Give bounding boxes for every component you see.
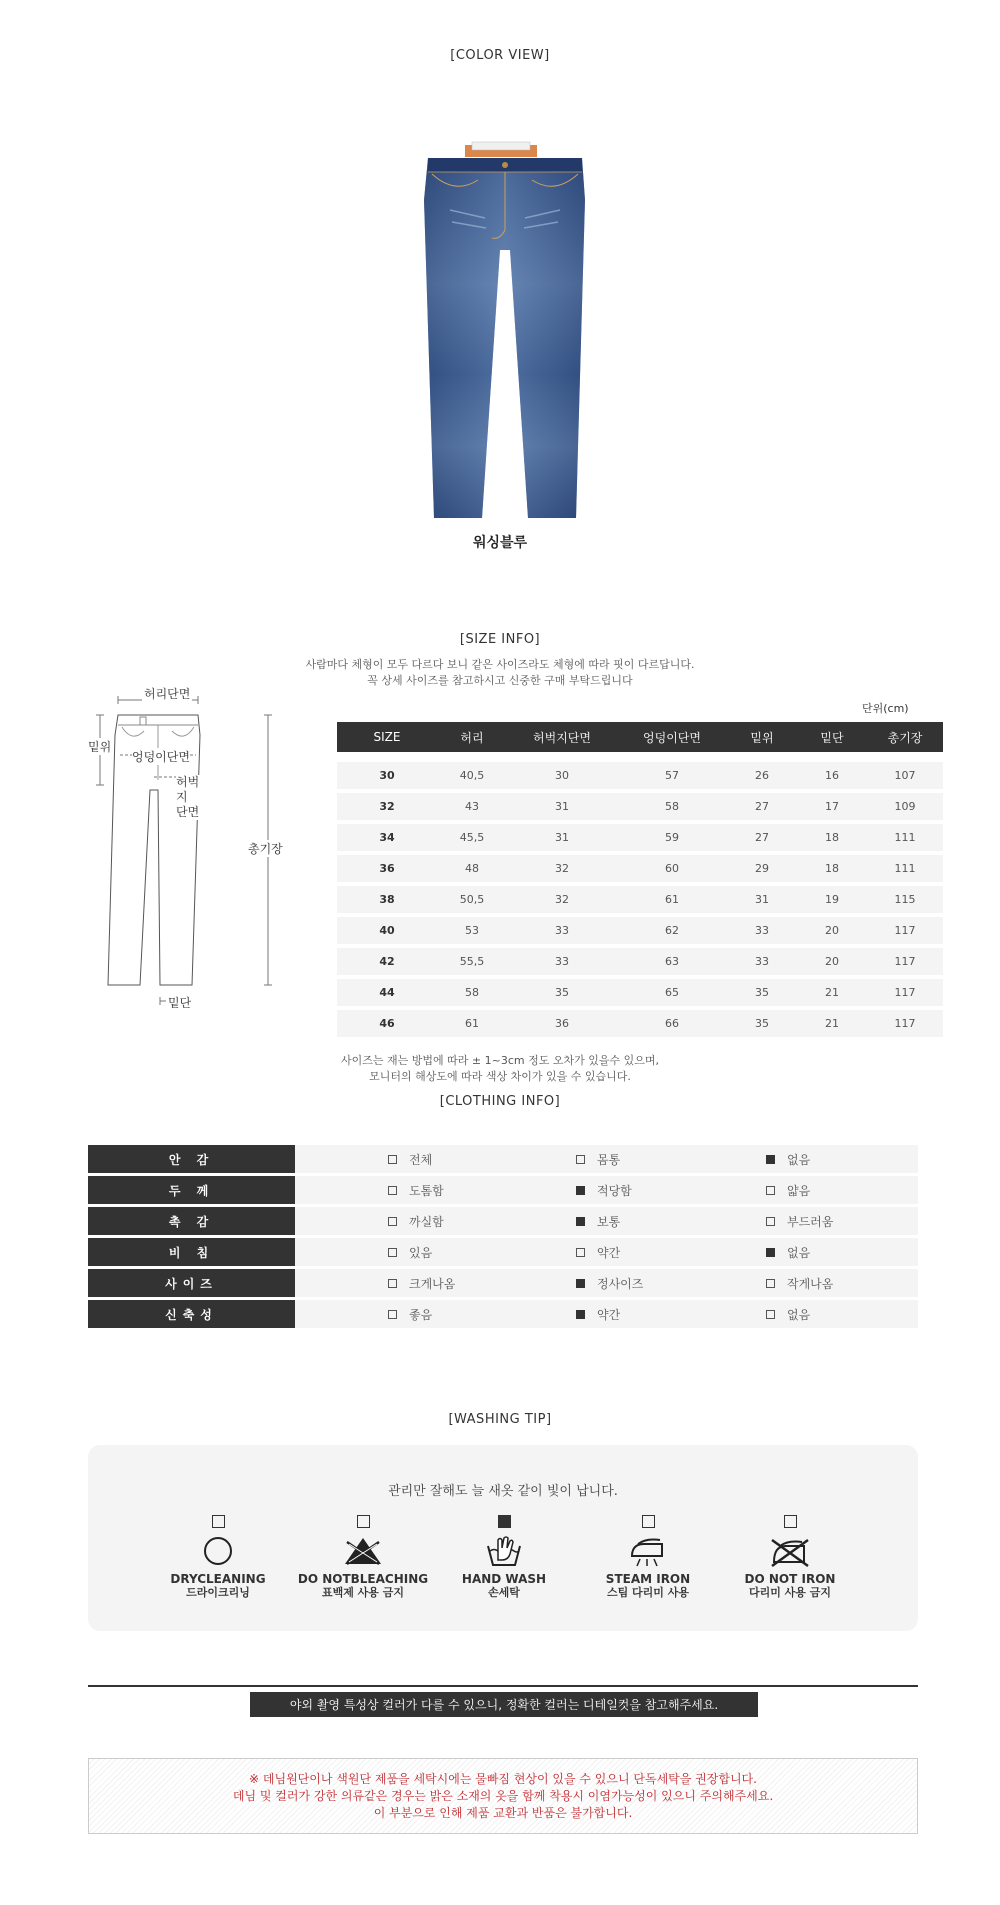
hem-label: 밑단 xyxy=(168,996,192,1010)
table-cell: 20 xyxy=(825,924,839,937)
column-header: 밑단 xyxy=(820,730,844,745)
unchecked-box-icon xyxy=(357,1515,370,1528)
option-text: 얇음 xyxy=(787,1183,811,1198)
size-note-line: 꼭 상세 사이즈를 참고하시고 신중한 구매 부탁드립니다 xyxy=(367,674,633,687)
size-table xyxy=(337,722,943,1037)
table-cell: 115 xyxy=(894,893,916,906)
table-cell: 111 xyxy=(894,862,916,875)
tip-label-ko: 스팀 다리미 사용 xyxy=(606,1586,690,1599)
clothing-info-row xyxy=(88,1176,918,1204)
unchecked-box-icon xyxy=(576,1248,585,1257)
clothing-attribute-label: 촉 감 xyxy=(88,1207,295,1235)
clothing-info-row xyxy=(88,1300,918,1328)
table-row xyxy=(337,886,943,913)
table-cell: 27 xyxy=(755,800,769,813)
column-header: 허벅지단면 xyxy=(533,730,591,745)
table-cell: 117 xyxy=(894,955,916,968)
size-footnote-line: 모니터의 해상도에 따라 색상 차이가 있을 수 있습니다. xyxy=(369,1070,631,1083)
clothing-attribute-label: 안 감 xyxy=(88,1145,295,1173)
table-cell: 57 xyxy=(665,769,679,782)
table-cell: 61 xyxy=(465,1017,479,1030)
column-header: 허리 xyxy=(460,730,484,745)
checked-box-icon xyxy=(498,1515,511,1528)
washing-tip-panel xyxy=(88,1445,918,1631)
table-cell: 66 xyxy=(665,1017,679,1030)
table-cell: 35 xyxy=(555,986,569,999)
table-cell: 62 xyxy=(665,924,679,937)
option-text: 좋음 xyxy=(409,1307,433,1322)
size-cell: 34 xyxy=(379,831,395,844)
checked-box-icon xyxy=(766,1155,775,1164)
table-row xyxy=(337,824,943,851)
clothing-option xyxy=(576,1244,766,1261)
clothing-info-row xyxy=(88,1269,918,1297)
wash-tip-no-iron xyxy=(715,1515,865,1600)
unchecked-box-icon xyxy=(388,1279,397,1288)
clothing-option xyxy=(295,1306,576,1323)
rise-label: 밑위 xyxy=(88,740,112,754)
table-cell: 35 xyxy=(755,986,769,999)
column-header: 엉덩이단면 xyxy=(643,730,701,745)
clothing-info-row xyxy=(88,1238,918,1266)
checked-box-icon xyxy=(576,1186,585,1195)
table-row xyxy=(337,917,943,944)
table-row xyxy=(337,948,943,975)
table-cell: 32 xyxy=(555,893,569,906)
hip-label: 엉덩이단면 xyxy=(132,750,190,764)
option-text: 없음 xyxy=(787,1245,811,1260)
option-text: 있음 xyxy=(409,1245,433,1260)
clothing-option xyxy=(766,1275,916,1292)
unchecked-box-icon xyxy=(388,1310,397,1319)
table-cell: 21 xyxy=(825,1017,839,1030)
checked-box-icon xyxy=(576,1217,585,1226)
tip-label-en: DO NOT IRON xyxy=(744,1572,836,1586)
washing-intro: 관리만 잘해도 늘 새옷 같이 빛이 납니다. xyxy=(388,1484,618,1499)
table-cell: 59 xyxy=(665,831,679,844)
unchecked-box-icon xyxy=(388,1186,397,1195)
size-cell: 40 xyxy=(379,924,395,937)
color-view-title: [COLOR VIEW] xyxy=(450,48,550,63)
clothing-option xyxy=(295,1151,576,1168)
tip-label-ko: 다리미 사용 금지 xyxy=(748,1586,832,1599)
wash-tip-hand-wash xyxy=(429,1515,579,1600)
wash-tip-steam-iron xyxy=(573,1515,723,1600)
table-cell: 45,5 xyxy=(459,831,485,844)
table-cell: 26 xyxy=(755,769,769,782)
table-cell: 19 xyxy=(825,893,839,906)
size-cell: 42 xyxy=(379,955,395,968)
clothing-info-row xyxy=(88,1207,918,1235)
table-cell: 18 xyxy=(825,831,839,844)
clothing-option xyxy=(766,1213,916,1230)
table-cell: 18 xyxy=(825,862,839,875)
unchecked-box-icon xyxy=(212,1515,225,1528)
table-row xyxy=(337,762,943,789)
table-cell: 50,5 xyxy=(459,893,485,906)
clothing-attribute-label: 비 침 xyxy=(88,1238,295,1266)
waist-label: 허리단면 xyxy=(144,687,191,701)
hand-wash-icon xyxy=(484,1534,524,1568)
tip-label-ko: 드라이크리닝 xyxy=(186,1586,250,1599)
unchecked-box-icon xyxy=(766,1217,775,1226)
clothing-options xyxy=(295,1238,918,1266)
table-cell: 107 xyxy=(894,769,916,782)
option-text: 약간 xyxy=(597,1307,621,1322)
unchecked-box-icon xyxy=(766,1279,775,1288)
table-cell: 58 xyxy=(665,800,679,813)
table-cell: 35 xyxy=(755,1017,769,1030)
table-cell: 117 xyxy=(894,924,916,937)
no-bleach-icon xyxy=(341,1534,385,1568)
clothing-option xyxy=(766,1151,916,1168)
clothing-option xyxy=(576,1275,766,1292)
unchecked-box-icon xyxy=(388,1155,397,1164)
checked-box-icon xyxy=(576,1310,585,1319)
unchecked-box-icon xyxy=(784,1515,797,1528)
table-cell: 60 xyxy=(665,862,679,875)
tip-label-en: DRYCLEANING xyxy=(170,1572,266,1586)
divider xyxy=(88,1685,918,1687)
table-cell: 29 xyxy=(755,862,769,875)
washing-warning-box xyxy=(88,1758,918,1834)
clothing-options xyxy=(295,1207,918,1235)
size-cell: 38 xyxy=(379,893,395,906)
table-cell: 43 xyxy=(465,800,479,813)
table-row xyxy=(337,793,943,820)
option-text: 작게나옴 xyxy=(787,1276,834,1291)
clothing-option xyxy=(295,1244,576,1261)
color-notice-bar: 야외 촬영 특성상 컬러가 다를 수 있으니, 정확한 컬러는 디테일컷을 참고해주세요. xyxy=(250,1692,758,1717)
thigh-label: 허벅지 단면 xyxy=(176,775,206,820)
option-text: 없음 xyxy=(787,1307,811,1322)
checked-box-icon xyxy=(576,1279,585,1288)
table-cell: 27 xyxy=(755,831,769,844)
clothing-options xyxy=(295,1176,918,1204)
table-cell: 33 xyxy=(755,924,769,937)
table-cell: 111 xyxy=(894,831,916,844)
option-text: 크게나옴 xyxy=(409,1276,456,1291)
column-header: SIZE xyxy=(373,730,401,744)
size-table-header xyxy=(337,722,943,752)
table-cell: 36 xyxy=(555,1017,569,1030)
clothing-option xyxy=(766,1306,916,1323)
size-table-body xyxy=(337,762,943,1037)
table-cell: 21 xyxy=(825,986,839,999)
clothing-option xyxy=(576,1182,766,1199)
warning-line: 데님 및 컬러가 강한 의류같은 경우는 밝은 소재의 옷을 함께 착용시 이염가능성이 있으니 주의해주세요. xyxy=(232,1789,774,1803)
unchecked-box-icon xyxy=(388,1217,397,1226)
clothing-options xyxy=(295,1145,918,1173)
unchecked-box-icon xyxy=(576,1155,585,1164)
table-cell: 117 xyxy=(894,1017,916,1030)
size-note-line: 사람마다 체형이 모두 다르다 보니 같은 사이즈라도 체형에 따라 핏이 다르답니다. xyxy=(305,658,695,671)
table-cell: 32 xyxy=(555,862,569,875)
clothing-option xyxy=(576,1213,766,1230)
unchecked-box-icon xyxy=(766,1186,775,1195)
drycleaning-icon xyxy=(198,1534,238,1568)
table-cell: 33 xyxy=(755,955,769,968)
option-text: 약간 xyxy=(597,1245,621,1260)
table-cell: 17 xyxy=(825,800,839,813)
size-cell: 30 xyxy=(379,769,395,782)
wash-tip-drycleaning xyxy=(143,1515,293,1600)
tip-label-en: HAND WASH xyxy=(461,1572,547,1586)
jeans-product-image xyxy=(400,140,610,520)
option-text: 없음 xyxy=(787,1152,811,1167)
table-cell: 30 xyxy=(555,769,569,782)
checked-box-icon xyxy=(766,1248,775,1257)
color-name-label: 워싱블루 xyxy=(472,535,528,551)
unchecked-box-icon xyxy=(766,1310,775,1319)
table-cell: 63 xyxy=(665,955,679,968)
table-cell: 117 xyxy=(894,986,916,999)
column-header: 총기장 xyxy=(887,730,923,745)
table-cell: 31 xyxy=(555,831,569,844)
clothing-options xyxy=(295,1269,918,1297)
washing-tip-title: [WASHING TIP] xyxy=(448,1412,552,1427)
warning-line: ※ 데님원단이나 색원단 제품을 세탁시에는 물빠짐 현상이 있을 수 있으니 단독세탁을 권장합니다. xyxy=(249,1772,757,1786)
table-cell: 31 xyxy=(555,800,569,813)
tip-label-en: STEAM IRON xyxy=(605,1572,691,1586)
clothing-option xyxy=(295,1275,576,1292)
steam-iron-icon xyxy=(626,1534,670,1568)
pants-measurement-diagram xyxy=(80,685,300,1015)
option-text: 정사이즈 xyxy=(597,1276,644,1291)
table-cell: 20 xyxy=(825,955,839,968)
size-cell: 36 xyxy=(379,862,395,875)
table-cell: 65 xyxy=(665,986,679,999)
column-header: 밑위 xyxy=(750,730,774,745)
tip-label-ko: 손세탁 xyxy=(488,1586,520,1599)
option-text: 몸통 xyxy=(597,1152,621,1167)
clothing-options xyxy=(295,1300,918,1328)
clothing-option xyxy=(576,1306,766,1323)
no-iron-icon xyxy=(768,1534,812,1568)
table-cell: 31 xyxy=(755,893,769,906)
option-text: 부드러움 xyxy=(787,1214,834,1229)
clothing-option xyxy=(295,1182,576,1199)
unit-label: 단위(cm) xyxy=(862,702,909,715)
size-cell: 44 xyxy=(379,986,395,999)
clothing-attribute-label: 사이즈 xyxy=(88,1269,295,1297)
clothing-option xyxy=(576,1151,766,1168)
option-text: 적당함 xyxy=(597,1183,632,1198)
unchecked-box-icon xyxy=(642,1515,655,1528)
size-footnote-line: 사이즈는 재는 방법에 따라 ± 1~3cm 정도 오차가 있을수 있으며, xyxy=(341,1054,659,1067)
length-label: 총기장 xyxy=(248,842,283,856)
warning-line: 이 부분으로 인해 제품 교환과 반품은 불가합니다. xyxy=(373,1806,633,1820)
table-row xyxy=(337,855,943,882)
tip-label-en: DO NOTBLEACHING xyxy=(297,1572,429,1586)
clothing-info-table xyxy=(88,1145,918,1331)
option-text: 보통 xyxy=(597,1214,621,1229)
clothing-option xyxy=(766,1244,916,1261)
clothing-info-row xyxy=(88,1145,918,1173)
size-cell: 32 xyxy=(379,800,395,813)
clothing-attribute-label: 두 께 xyxy=(88,1176,295,1204)
table-cell: 16 xyxy=(825,769,839,782)
option-text: 까실함 xyxy=(409,1214,444,1229)
table-cell: 109 xyxy=(894,800,916,813)
table-row xyxy=(337,979,943,1006)
size-cell: 46 xyxy=(379,1017,395,1030)
table-cell: 53 xyxy=(465,924,479,937)
table-cell: 40,5 xyxy=(459,769,485,782)
table-cell: 33 xyxy=(555,955,569,968)
table-cell: 58 xyxy=(465,986,479,999)
size-info-title: [SIZE INFO] xyxy=(459,632,541,647)
table-cell: 61 xyxy=(665,893,679,906)
table-cell: 48 xyxy=(465,862,479,875)
table-cell: 33 xyxy=(555,924,569,937)
size-footnotes xyxy=(0,1053,1000,1085)
table-row xyxy=(337,1010,943,1037)
option-text: 전체 xyxy=(409,1152,433,1167)
clothing-info-title: [CLOTHING INFO] xyxy=(439,1094,561,1109)
clothing-option xyxy=(295,1213,576,1230)
tip-label-ko: 표백제 사용 금지 xyxy=(321,1586,405,1599)
clothing-option xyxy=(766,1182,916,1199)
table-cell: 55,5 xyxy=(459,955,485,968)
unchecked-box-icon xyxy=(388,1248,397,1257)
option-text: 도톰함 xyxy=(409,1183,444,1198)
clothing-attribute-label: 신축성 xyxy=(88,1300,295,1328)
wash-tip-no-bleach xyxy=(288,1515,438,1600)
